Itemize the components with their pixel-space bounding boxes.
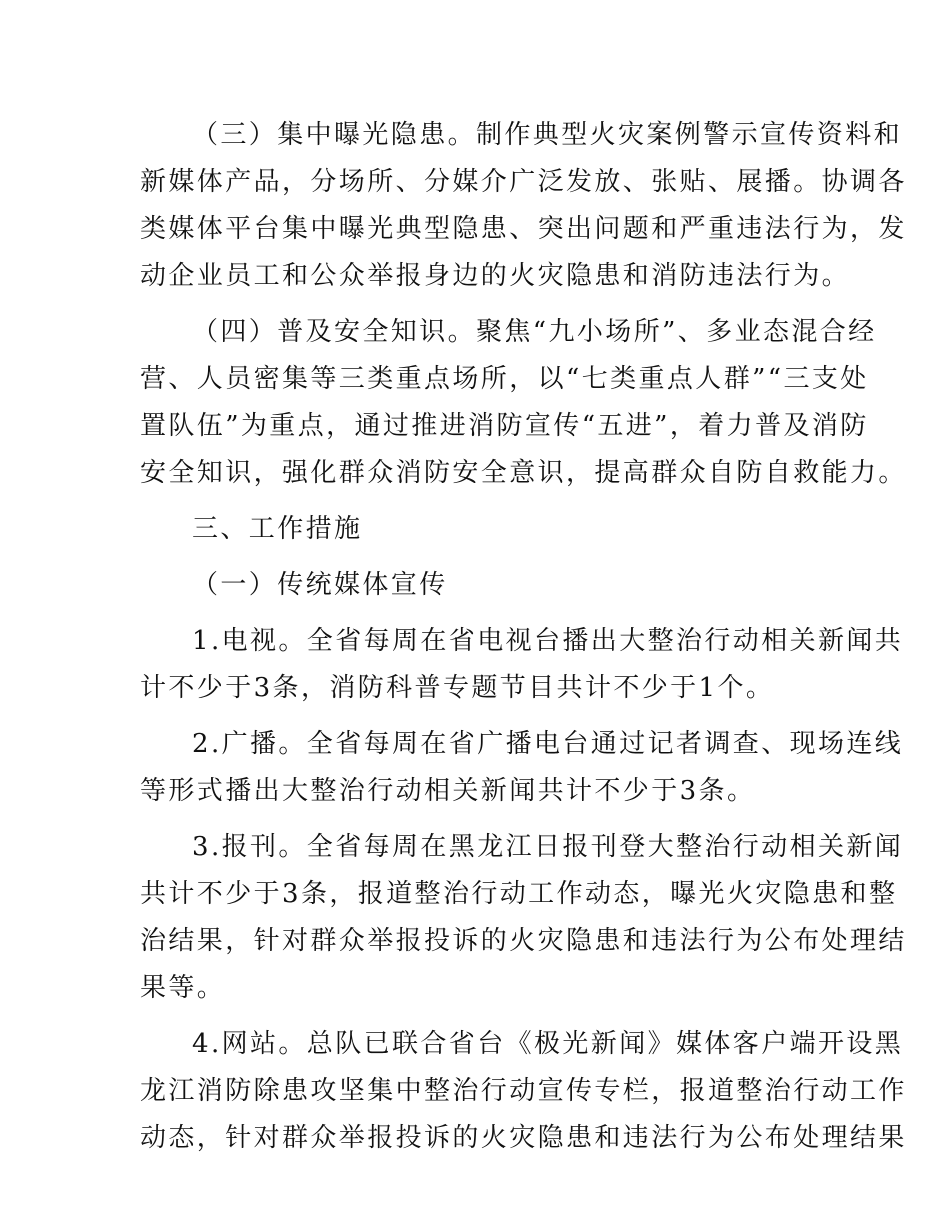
text-line: 龙江消防除患攻坚集中整治行动宣传专栏，报道整治行动工作 bbox=[140, 1076, 907, 1106]
text-line: 三、工作措施 bbox=[192, 514, 363, 544]
text-line: 3.报刊。全省每周在黑龙江日报刊登大整治行动相关新闻 bbox=[192, 832, 904, 862]
section-heading-work-measures bbox=[140, 506, 812, 553]
text-line: 动企业员工和公众举报身边的火灾隐患和消防违法行为。 bbox=[140, 261, 851, 291]
text-line: 共计不少于3条，报道整治行动工作动态，曝光火灾隐患和整 bbox=[140, 879, 898, 909]
paragraph-newspaper bbox=[140, 824, 907, 1012]
paragraph-website bbox=[140, 1021, 907, 1162]
paragraph-expose-hazards bbox=[140, 112, 907, 300]
text-line: 置队伍”为重点，通过推进消防宣传“五进”，着力普及消防 bbox=[140, 411, 869, 441]
text-line: 等形式播出大整治行动相关新闻共计不少于3条。 bbox=[140, 776, 756, 806]
text-line: 类媒体平台集中曝光典型隐患、突出问题和严重违法行为，发 bbox=[140, 214, 907, 244]
text-line: 果等。 bbox=[140, 973, 226, 1003]
text-line: （三）集中曝光隐患。制作典型火灾案例警示宣传资料和 bbox=[192, 120, 903, 150]
text-line: （四）普及安全知识。聚焦“九小场所”、多业态混合经 bbox=[192, 317, 877, 347]
paragraph-radio bbox=[140, 721, 904, 815]
text-line: 营、人员密集等三类重点场所，以“七类重点人群”“三支处 bbox=[140, 364, 869, 394]
text-line: 2.广播。全省每周在省广播电台通过记者调查、现场连线 bbox=[192, 729, 904, 759]
text-line: 4.网站。总队已联合省台《极光新闻》媒体客户端开设黑 bbox=[192, 1029, 904, 1059]
text-line: 1.电视。全省每周在省电视台播出大整治行动相关新闻共 bbox=[192, 626, 904, 656]
document-body bbox=[140, 112, 907, 1162]
text-line: 计不少于3条，消防科普专题节目共计不少于1个。 bbox=[140, 673, 775, 703]
text-line: 新媒体产品，分场所、分媒介广泛发放、张贴、展播。协调各 bbox=[140, 167, 907, 197]
text-line: 动态，针对群众举报投诉的火灾隐患和违法行为公布处理结果 bbox=[140, 1123, 907, 1153]
paragraph-television bbox=[140, 618, 904, 712]
text-line: 安全知识，强化群众消防安全意识，提高群众自防自救能力。 bbox=[140, 458, 907, 488]
text-line: （一）传统媒体宣传 bbox=[192, 570, 448, 600]
paragraph-safety-knowledge bbox=[140, 309, 907, 497]
subsection-heading-traditional-media bbox=[140, 562, 812, 609]
text-line: 治结果，针对群众举报投诉的火灾隐患和违法行为公布处理结 bbox=[140, 926, 907, 956]
